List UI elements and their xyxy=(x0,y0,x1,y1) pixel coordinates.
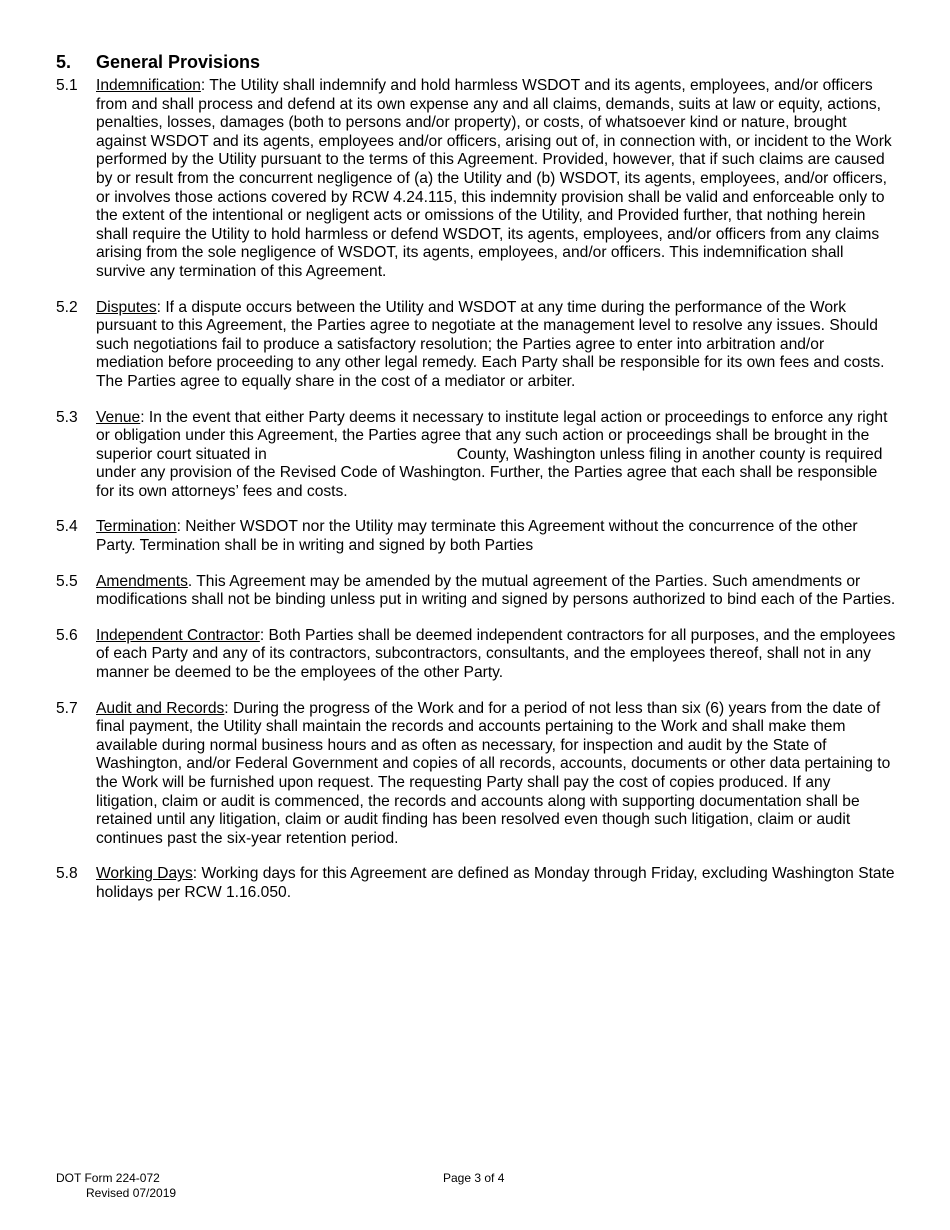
provision-separator: : xyxy=(224,699,229,717)
provision-text: Working days for this Agreement are defined as Monday through Friday, excluding Washington State holidays per RCW 1.16.050. xyxy=(96,865,895,901)
provision-text: This Agreement may be amended by the mutual agreement of the Parties. Such amendments or modifications shall not be binding unless put in writing and signed by persons authorized to bind each of the Parties. xyxy=(96,572,896,609)
provision-text: Both Parties shall be deemed independent contractors for all purposes, and the employees of each Party and any of its contractors, subcontractors, consultants, and the employees thereof, shall not in any manner be deemed to be the employees of the other Party. xyxy=(96,626,896,682)
provision-text: In the event that either Party deems it necessary to institute legal action or proceedings to enforce any right or obligation under this Agreement, the Parties agree that any such action or proceedings shall be brought in the superior court situated in xyxy=(96,408,888,463)
section-title: General Provisions xyxy=(96,52,261,72)
provision-term: Audit and Records xyxy=(96,699,225,717)
provision-separator: : xyxy=(156,298,162,316)
provision-term: Indemnification xyxy=(96,77,201,94)
provision-number: 5.1 xyxy=(56,77,78,94)
provision-audit-and-records xyxy=(56,700,896,849)
provision-term: Termination xyxy=(96,518,177,536)
provision-disputes xyxy=(56,299,896,392)
provision-venue xyxy=(56,409,896,502)
provision-term: Amendments xyxy=(96,572,188,590)
provision-separator: : xyxy=(140,408,145,426)
provision-term: Working Days xyxy=(96,865,193,883)
footer-revised-date: Revised 07/2019 xyxy=(86,1185,177,1200)
provision-number: 5.4 xyxy=(56,518,78,536)
provision-indemnification xyxy=(56,77,896,282)
footer-page-number: Page 3 of 4 xyxy=(443,1171,505,1185)
provision-number: 5.7 xyxy=(56,699,78,717)
provision-number: 5.8 xyxy=(56,865,78,883)
provision-separator: : xyxy=(192,865,198,883)
provision-term: Independent Contractor xyxy=(96,626,260,644)
provision-text: During the progress of the Work and for a period of not less than six (6) years from the date of final payment, the Utility shall maintain the records and accounts pertaining to the Work and shall make them available during normal business hours and as often as necessary, for inspection and audit by the State of Washington, and/or Federal Government and copies of all records, accounts, documents or other data pertaining to the Work will be furnished upon request. The requesting Party shall pay the cost of copies produced. If any litigation, claim or audit is commenced, the records and accounts along with supporting documentation shall be retained until any litigation, claim or audit finding has been resolved even though such litigation, claim or audit continues past the six-year retention period. xyxy=(96,699,891,847)
provision-termination xyxy=(56,518,896,555)
section-number: 5. xyxy=(56,52,72,72)
provision-separator: : xyxy=(176,518,181,536)
provision-number: 5.5 xyxy=(56,572,78,590)
footer-form-number: DOT Form 224-072 xyxy=(56,1171,160,1185)
provision-amendments xyxy=(56,573,896,610)
section-heading xyxy=(56,52,260,73)
provisions-list xyxy=(56,77,896,920)
provision-separator: . xyxy=(187,572,193,590)
provision-text: Neither WSDOT nor the Utility may terminate this Agreement without the concurrence of the other Party. Termination shall be in writing and signed by both Parties xyxy=(96,518,858,555)
provision-working-days xyxy=(56,865,896,902)
provision-text: The Utility shall indemnify and hold harmless WSDOT and its agents, employees, and/or officers from and shall process and defend at its own expense any and all claims, demands, suits at law or equity, actions, penalties, losses, damages (both to persons and/or property), or costs, of whatsoever kind or nature, brought against WSDOT and its agents, employees and/or officers, arising out of, in connection with, or incident to the Work performed by the Utility pursuant to the terms of this Agreement. Provided, however, that if such claims are caused by or result from the concurrent negligence of (a) the Utility and (b) WSDOT, its agents, employees, and/or officers, or involves those actions covered by RCW 4.24.115, this indemnity provision shall be valid and enforceable only to the extent of the intentional or negligent acts or omissions of the Utility, and Provided further, that nothing herein shall require the Utility to hold harmless or defend WSDOT, its agents, employees, and/or officers from any claims arising from the sole negligence of WSDOT, its agents, employees, and/or officers. This indemnification shall survive any termination of this Agreement. xyxy=(96,77,892,280)
provision-independent-contractor xyxy=(56,627,896,683)
provision-text-after: County, Washington unless filing in another county is required under any provision of the Revised Code of Washington. Further, the Parties agree that each shall be responsible for its own attorneys’ fees and costs. xyxy=(96,445,883,500)
provision-number: 5.2 xyxy=(56,298,78,316)
provision-number: 5.3 xyxy=(56,408,78,426)
provision-term: Venue xyxy=(96,408,141,426)
provision-number: 5.6 xyxy=(56,626,78,644)
provision-separator: : xyxy=(259,626,265,644)
provision-text: If a dispute occurs between the Utility and WSDOT at any time during the performance of the Work pursuant to this Agreement, the Parties agree to negotiate at the management level to resolve any issues. Should such negotiations fail to produce a satisfactory resolution; the Parties agree to enter into arbitration and/or mediation before proceeding to any other legal remedy. Each Party shall be responsible for its own fees and costs. The Parties agree to equally share in the cost of a mediator or arbiter. xyxy=(96,298,885,390)
footer-form-info xyxy=(56,1171,176,1200)
provision-term: Disputes xyxy=(96,298,157,316)
provision-separator: : xyxy=(200,77,206,94)
